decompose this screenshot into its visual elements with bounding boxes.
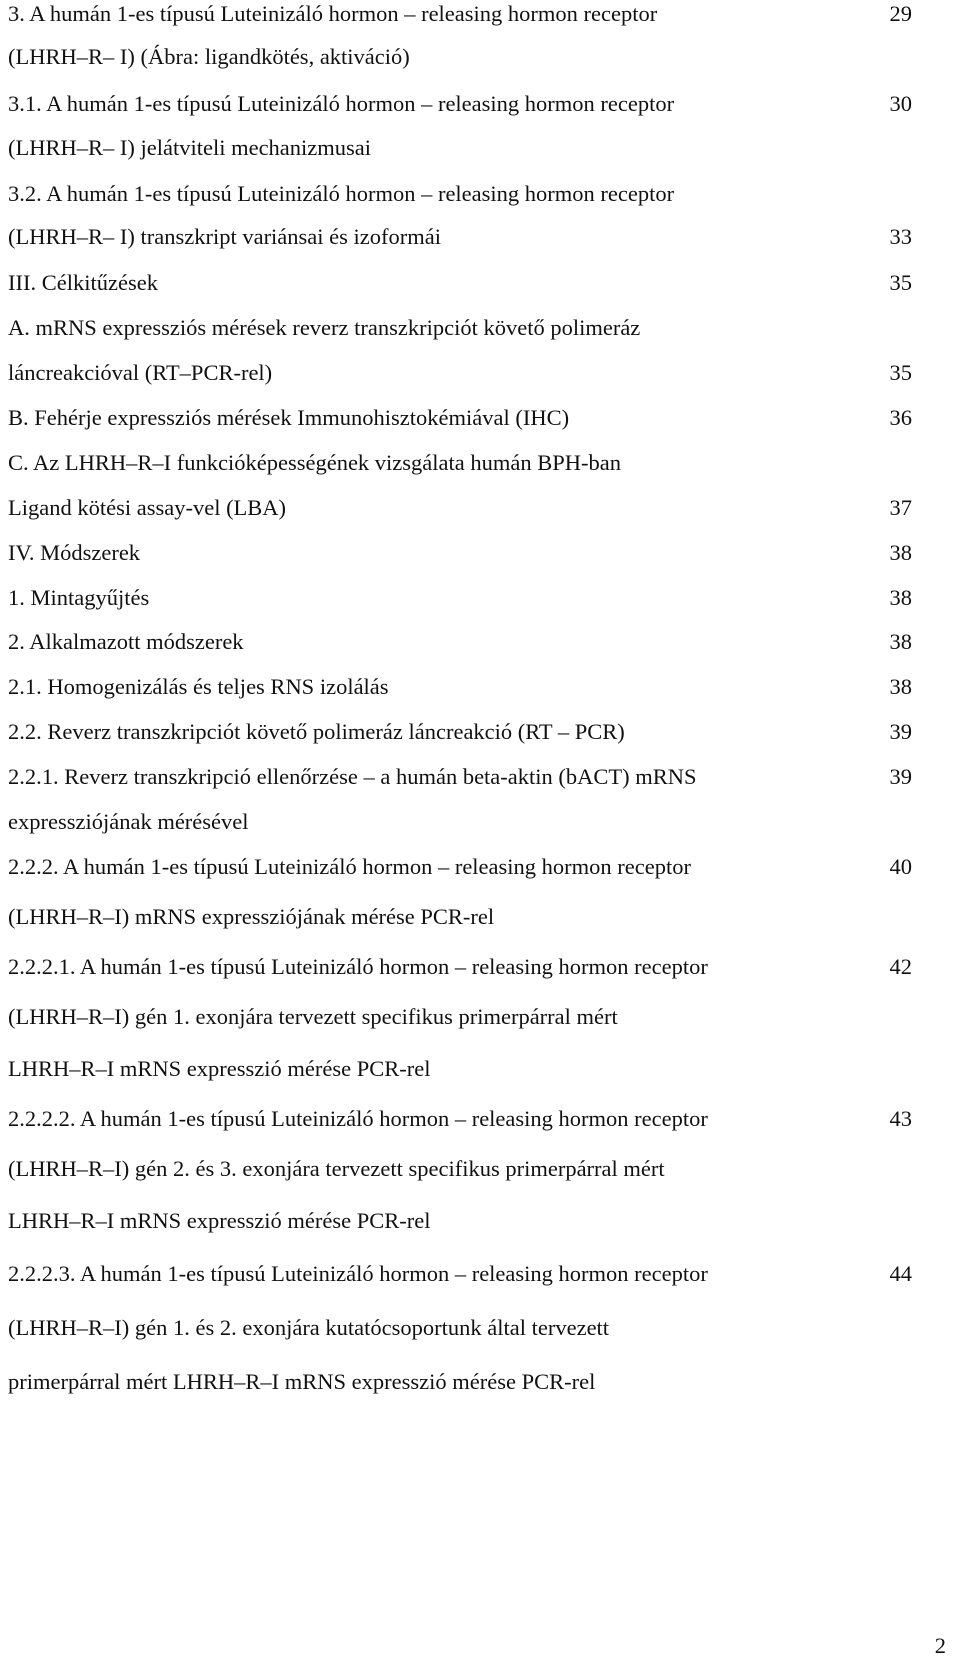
toc-entry-text: A. mRNS expressziós mérések reverz transzkripciót követő polimeráz	[8, 315, 641, 340]
toc-page-number: 29	[889, 1, 912, 26]
toc-entry-text: (LHRH–R–I) gén 1. exonjára tervezett specifikus primerpárral mért	[8, 1004, 618, 1029]
toc-page-number: 38	[889, 585, 912, 610]
toc-entry-text: (LHRH–R–I) mRNS expressziójának mérése PCR-rel	[8, 904, 495, 929]
toc-entry-text: 2.2.2.2. A humán 1-es típusú Luteinizáló hormon – releasing hormon receptor	[8, 1106, 708, 1131]
toc-page-number: 43	[889, 1106, 912, 1131]
toc-page-number: 40	[889, 854, 912, 879]
toc-page-number: 33	[889, 224, 912, 249]
page-number: 2	[934, 1633, 946, 1658]
toc-entry-text: IV. Módszerek	[8, 540, 141, 565]
toc-entry-text: LHRH–R–I mRNS expresszió mérése PCR-rel	[8, 1056, 431, 1081]
toc-entry-text: III. Célkitűzések	[8, 270, 158, 295]
toc-page-number: 38	[889, 629, 912, 654]
toc-entry-text: 1. Mintagyűjtés	[8, 585, 150, 610]
toc-entry-text: 2.2.2. A humán 1-es típusú Luteinizáló hormon – releasing hormon receptor	[8, 854, 691, 879]
toc-page-number: 36	[889, 405, 912, 430]
toc-entry-text: (LHRH–R– I) jelátviteli mechanizmusai	[8, 135, 372, 160]
toc-entry-text: (LHRH–R–I) gén 2. és 3. exonjára tervezett specifikus primerpárral mért	[8, 1156, 665, 1181]
toc-page-number: 35	[889, 360, 912, 385]
toc-entry-text: (LHRH–R–I) gén 1. és 2. exonjára kutatócsoportunk által tervezett	[8, 1315, 610, 1340]
toc-entry-text: expressziójának mérésével	[8, 809, 249, 834]
toc-page-number: 37	[889, 495, 912, 520]
toc-page-number: 35	[889, 270, 912, 295]
toc-page-number: 42	[889, 954, 912, 979]
toc-page-number: 38	[889, 540, 912, 565]
toc-entry-text: láncreakcióval (RT–PCR-rel)	[8, 360, 273, 385]
toc-entry-text: 3. A humán 1-es típusú Luteinizáló hormon – releasing hormon receptor	[8, 1, 658, 26]
toc-entry-text: 2.1. Homogenizálás és teljes RNS izolálás	[8, 674, 389, 699]
toc-page-number: 44	[889, 1261, 912, 1286]
toc-entry-text: 3.2. A humán 1-es típusú Luteinizáló hormon – releasing hormon receptor	[8, 181, 675, 206]
toc-entry-text: 2.2.1. Reverz transzkripció ellenőrzése – a humán beta-aktin (bACT) mRNS	[8, 764, 697, 789]
toc-entry-text: C. Az LHRH–R–I funkcióképességének vizsgálata humán BPH-ban	[8, 450, 621, 475]
toc-page-number: 39	[889, 719, 912, 744]
toc-entry-text: (LHRH–R– I) (Ábra: ligandkötés, aktiváció)	[8, 44, 410, 69]
toc-entry-text: (LHRH–R– I) transzkript variánsai és izoformái	[8, 224, 441, 249]
toc-page-number: 38	[889, 674, 912, 699]
toc-entry-text: 3.1. A humán 1-es típusú Luteinizáló hormon – releasing hormon receptor	[8, 91, 675, 116]
toc-entry-text: 2.2.2.3. A humán 1-es típusú Luteinizáló hormon – releasing hormon receptor	[8, 1261, 708, 1286]
toc-entry-text: Ligand kötési assay-vel (LBA)	[8, 495, 287, 520]
toc-entry-text: 2.2. Reverz transzkripciót követő polimeráz láncreakció (RT – PCR)	[8, 719, 625, 744]
toc-entry-text: 2.2.2.1. A humán 1-es típusú Luteinizáló hormon – releasing hormon receptor	[8, 954, 708, 979]
toc-entry-text: primerpárral mért LHRH–R–I mRNS expresszió mérése PCR-rel	[8, 1369, 596, 1394]
toc-entry-text: 2. Alkalmazott módszerek	[8, 629, 244, 654]
toc-page-number: 39	[889, 764, 912, 789]
toc-entry-text: LHRH–R–I mRNS expresszió mérése PCR-rel	[8, 1208, 431, 1233]
toc-page-number: 30	[889, 91, 912, 116]
toc-entry-text: B. Fehérje expressziós mérések Immunohisztokémiával (IHC)	[8, 405, 570, 430]
